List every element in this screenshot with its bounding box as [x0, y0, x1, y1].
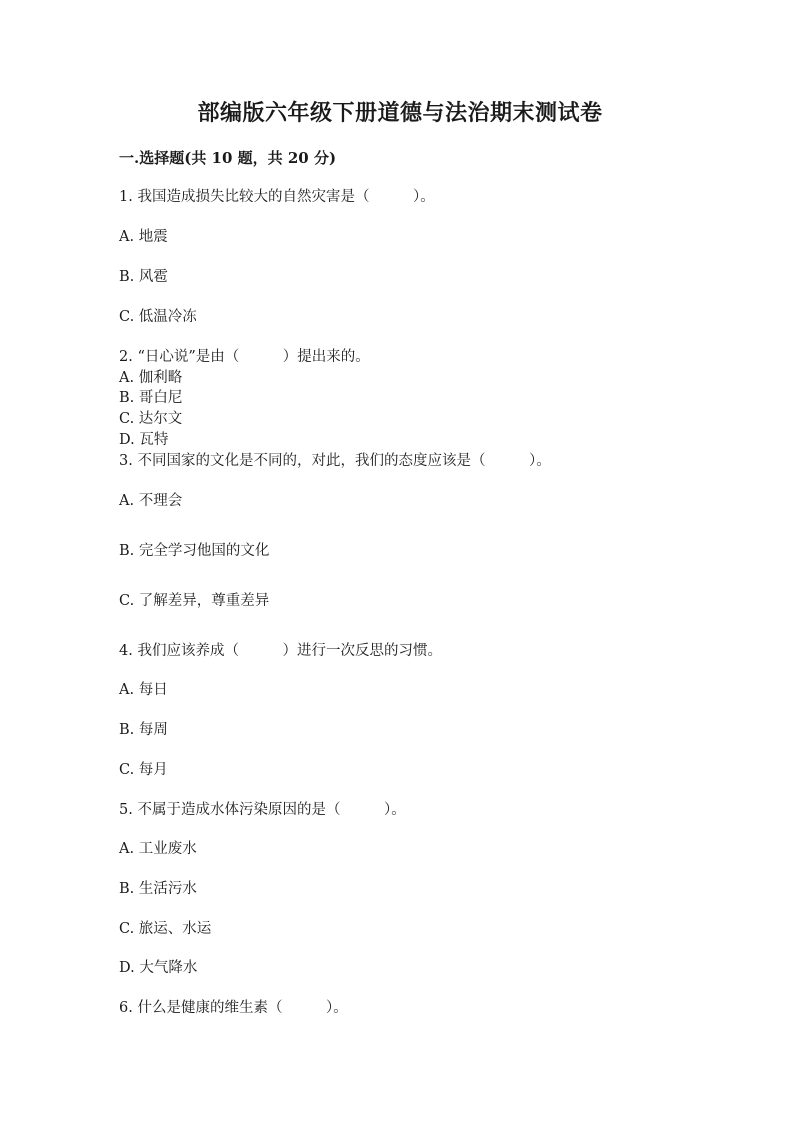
question-4-stem: 4. 我们应该养成（ ）进行一次反思的习惯。 — [119, 643, 442, 659]
question-1-option-c: C. 低温冷冻 — [119, 309, 197, 325]
question-2-stem: 2. “日心说”是由（ ）提出来的。 — [119, 349, 370, 365]
page-title: 部编版六年级下册道德与法治期末测试卷 — [197, 100, 603, 126]
question-5-option-b: B. 生活污水 — [119, 881, 197, 897]
question-5-option-d: D. 大气降水 — [119, 960, 198, 976]
question-3-option-c: C. 了解差异，尊重差异 — [119, 593, 270, 609]
question-1-option-a: A. 地震 — [119, 229, 168, 245]
question-5-option-a: A. 工业废水 — [119, 841, 197, 857]
question-4-option-c: C. 每月 — [119, 762, 168, 778]
question-3-option-b: B. 完全学习他国的文化 — [119, 543, 270, 559]
question-5-stem: 5. 不属于造成水体污染原因的是（ ）。 — [119, 802, 406, 818]
question-4-option-b: B. 每周 — [119, 722, 168, 738]
question-4-option-a: A. 每日 — [119, 682, 168, 698]
question-3-option-a: A. 不理会 — [119, 493, 183, 509]
question-2-option-b: B. 哥白尼 — [119, 390, 183, 406]
question-1-option-b: B. 风雹 — [119, 269, 168, 285]
question-2-option-a: A. 伽利略 — [119, 370, 183, 386]
question-2-option-d: D. 瓦特 — [119, 432, 169, 448]
question-2-option-c: C. 达尔文 — [119, 411, 183, 427]
question-1-stem: 1. 我国造成损失比较大的自然灾害是（ ）。 — [119, 189, 435, 205]
question-3-stem: 3. 不同国家的文化是不同的，对此，我们的态度应该是（ ）。 — [119, 453, 551, 469]
question-5-option-c: C. 旅运、水运 — [119, 921, 212, 937]
question-6-stem: 6. 什么是健康的维生素（ ）。 — [119, 1000, 348, 1016]
section-heading: 一.选择题(共 10 题，共 20 分) — [119, 149, 337, 167]
